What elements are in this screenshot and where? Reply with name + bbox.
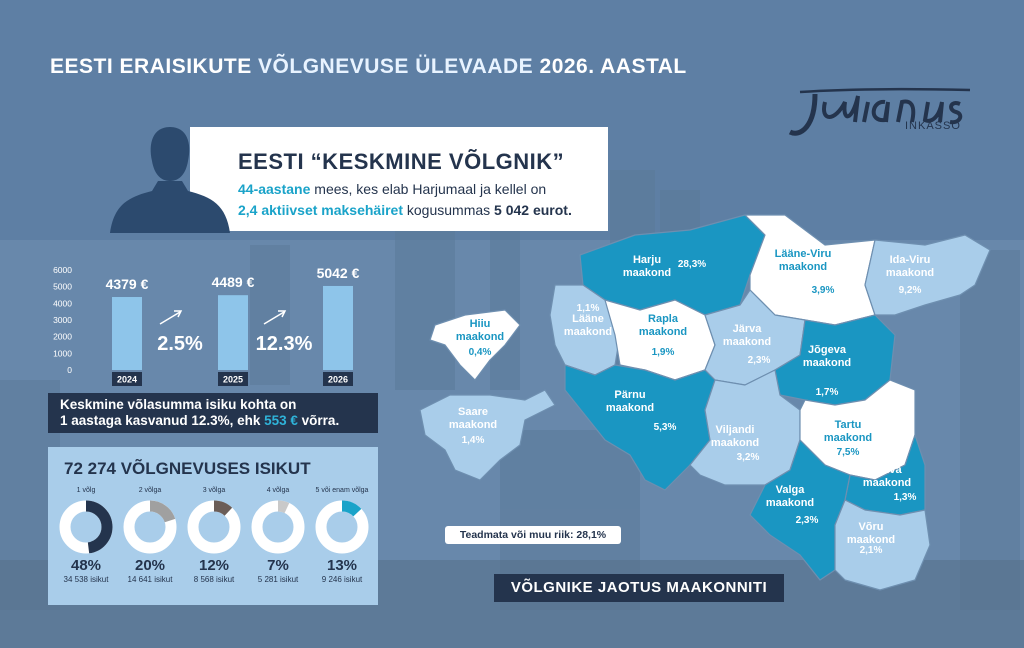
donut-item	[182, 487, 246, 584]
page-title: EESTI ERAISIKUTE VÕLGNEVUSE ÜLEVAADE 2026. AASTAL	[50, 55, 687, 78]
donut-percent: 20%	[134, 557, 166, 574]
county-percent: 9,2%	[898, 285, 922, 296]
county-name: Saare	[458, 406, 488, 418]
county-name: Võru	[858, 521, 884, 533]
donut-percent: 12%	[198, 557, 230, 574]
county-percent: 1,9%	[651, 347, 675, 358]
y-tick-label: 6000	[53, 265, 72, 275]
county-percent: 28,3%	[677, 259, 707, 270]
card-text-2: kogusummas	[403, 202, 495, 218]
donut-chart	[314, 499, 370, 555]
bar-2025	[218, 295, 248, 370]
trend-arrow-icon	[264, 311, 285, 324]
donut-chart	[250, 499, 306, 555]
county-suffix: maakond	[846, 534, 896, 546]
donut-count: 14 641 isikut	[127, 575, 173, 584]
county-name: Jõgeva	[808, 344, 846, 356]
county-percent: 1,1%	[576, 303, 600, 314]
county-shape	[580, 215, 765, 315]
donut-track	[193, 506, 235, 548]
county-name: Põlva	[872, 464, 902, 476]
county-percent: 1,7%	[815, 387, 839, 398]
county-percent: 3,2%	[736, 452, 760, 463]
county-name: Rapla	[648, 313, 678, 325]
y-tick-label: 1000	[53, 348, 72, 359]
debtors-total-title: 72 274 VÕLGNEVUSES ISIKUT	[64, 459, 311, 478]
county-percent: 1,3%	[893, 492, 917, 503]
unknown-region-label: Teadmata või muu riik: 28,1%	[445, 526, 621, 544]
defaults-highlight: 2,4 aktiivset maksehäiret	[238, 202, 403, 218]
county-name: Järva	[732, 323, 762, 335]
donut-item	[310, 487, 374, 584]
county-percent: 3,9%	[811, 285, 835, 296]
county-suffix: maakond	[778, 261, 828, 273]
y-tick-label: 5000	[53, 281, 72, 292]
county-name: Lääne-Viru	[774, 248, 832, 260]
summary-line-2: 1 aastaga kasvanud 12.3%, ehk 553 € võrra.	[60, 413, 340, 428]
county-suffix: maakond	[722, 336, 772, 348]
growth-label: 12.3%	[255, 333, 313, 355]
donut-category-label: 4 võlga	[266, 487, 290, 494]
county-saare	[420, 390, 555, 480]
county-name: Pärnu	[614, 389, 646, 401]
age-highlight: 44-aastane	[238, 181, 311, 197]
donut-category-label: 5 või enam võlga	[315, 487, 369, 494]
donut-chart	[186, 499, 242, 555]
bar-value-label: 4489 €	[211, 274, 255, 291]
county-name: Valga	[775, 484, 805, 496]
donut-item	[54, 487, 118, 584]
summary-amount: 553 €	[264, 413, 298, 428]
county-suffix: maakond	[622, 267, 672, 279]
growth-summary	[48, 393, 378, 433]
county-suffix: maakond	[710, 437, 760, 449]
donut-count: 8 568 isikut	[193, 575, 235, 584]
donut-percent: 7%	[267, 557, 289, 574]
donut-chart	[58, 499, 114, 555]
county-hiiu	[430, 310, 520, 380]
julianus-logo	[760, 82, 980, 142]
summary-line-1: Keskmine võlasumma isiku kohta on	[60, 397, 297, 412]
donut-chart	[122, 499, 178, 555]
county-percent: 5,3%	[653, 422, 677, 433]
y-tick-label: 0	[67, 365, 72, 375]
county-parnu	[565, 365, 715, 490]
county-ida-viru	[865, 235, 990, 315]
county-suffix: maakond	[862, 477, 912, 489]
county-suffix: maakond	[765, 497, 815, 509]
average-debt-bar-chart	[40, 262, 380, 392]
donut-category-label: 1 võlg	[76, 487, 96, 494]
donut-count: 5 281 isikut	[257, 575, 299, 584]
bar-value-label: 4379 €	[105, 276, 149, 293]
county-percent: 1,4%	[461, 435, 485, 446]
y-tick-label: 4000	[53, 298, 72, 309]
county-percent: 2,3%	[795, 515, 819, 526]
bar-2026	[323, 286, 353, 370]
county-name: Harju	[632, 254, 662, 266]
map-title: VÕLGNIKE JAOTUS MAAKONNITI	[494, 574, 784, 602]
county-name: Lääne	[572, 313, 604, 325]
bar-value-label: 5042 €	[316, 264, 360, 281]
x-category-label: 2026	[327, 374, 349, 385]
card-text-1: mees, kes elab Harjumaal ja kellel on	[310, 181, 547, 197]
county-shape	[565, 365, 715, 490]
donut-item	[246, 487, 310, 584]
county-name: Ida-Viru	[889, 254, 931, 266]
county-name: Viljandi	[715, 424, 755, 436]
county-suffix: maakond	[885, 267, 935, 279]
growth-label: 2.5%	[157, 333, 203, 355]
county-suffix: maakond	[638, 326, 688, 338]
county-percent: 2,3%	[747, 355, 771, 366]
county-name: Hiiu	[469, 318, 491, 330]
donut-category-label: 2 võlga	[138, 487, 162, 494]
bar-2024	[112, 297, 142, 370]
donut-count: 9 246 isikut	[321, 575, 363, 584]
x-category-label: 2025	[222, 374, 244, 385]
county-harju	[580, 215, 765, 315]
county-percent: 2,1%	[859, 545, 883, 556]
x-category-label: 2024	[116, 374, 138, 385]
county-name: Tartu	[834, 419, 862, 431]
county-suffix: maakond	[455, 331, 505, 343]
county-percent: 7,5%	[836, 447, 860, 458]
county-voru	[835, 500, 930, 590]
trend-arrow-icon	[160, 311, 181, 324]
county-suffix: maakond	[448, 419, 498, 431]
county-suffix: maakond	[605, 402, 655, 414]
donut-item	[118, 487, 182, 584]
y-tick-label: 2000	[53, 331, 72, 342]
county-percent: 0,4%	[468, 347, 492, 358]
y-tick-label: 3000	[53, 315, 72, 325]
county-suffix: maakond	[563, 326, 613, 338]
donut-percent: 13%	[326, 557, 358, 574]
donut-category-label: 3 võlga	[202, 487, 226, 494]
donut-count: 34 538 isikut	[63, 575, 109, 584]
county-suffix: maakond	[802, 357, 852, 369]
card-title: EESTI “KESKMINE VÕLGNIK”	[238, 149, 565, 174]
person-silhouette-icon	[108, 115, 233, 233]
amount-highlight: 5 042 eurot.	[494, 202, 572, 218]
logo-subtitle: INKASSO	[905, 120, 961, 132]
donut-percent: 48%	[70, 557, 102, 574]
donut-track	[257, 506, 299, 548]
county-shape	[420, 390, 555, 480]
county-suffix: maakond	[823, 432, 873, 444]
